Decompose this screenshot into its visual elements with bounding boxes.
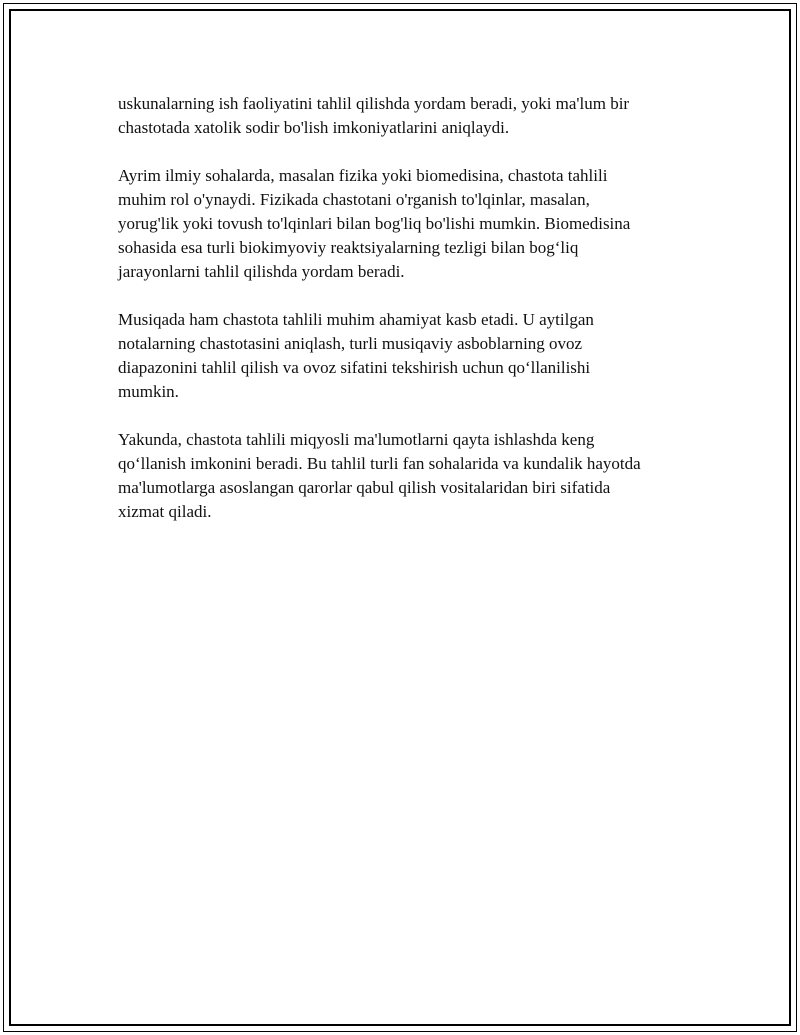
paragraph-line: muhim rol o'ynaydi. Fizikada chastotani o'rganish to'lqinlar, masalan, — [118, 190, 590, 209]
paragraph-line: ma'lumotlarga asoslangan qarorlar qabul qilish vositalaridan biri sifatida — [118, 478, 611, 497]
paragraph-line: mumkin. — [118, 382, 179, 401]
paragraph-4 — [118, 428, 698, 524]
paragraph-line: diapazonini tahlil qilish va ovoz sifatini tekshirish uchun qo‘llanilishi — [118, 358, 591, 377]
paragraph-1 — [118, 92, 698, 140]
paragraph-line: sohasida esa turli biokimyoviy reaktsiyalarning tezligi bilan bog‘liq — [118, 238, 579, 257]
paragraph-line: chastotada xatolik sodir bo'lish imkoniyatlarini aniqlaydi. — [118, 118, 510, 137]
paragraph-line: Yakunda, chastota tahlili miqyosli ma'lumotlarni qayta ishlashda keng — [118, 430, 595, 449]
paragraph-line: yorug'lik yoki tovush to'lqinlari bilan bog'liq bo'lishi mumkin. Biomedisina — [118, 214, 631, 233]
document-body — [118, 92, 698, 548]
paragraph-line: qo‘llanish imkonini beradi. Bu tahlil turli fan sohalarida va kundalik hayotda — [118, 454, 641, 473]
paragraph-line: notalarning chastotasini aniqlash, turli musiqaviy asboblarning ovoz — [118, 334, 583, 353]
paragraph-line: xizmat qiladi. — [118, 502, 212, 521]
paragraph-line: jarayonlarni tahlil qilishda yordam beradi. — [118, 262, 405, 281]
paragraph-line: uskunalarning ish faoliyatini tahlil qilishda yordam beradi, yoki ma'lum bir — [118, 94, 630, 113]
paragraph-line: Musiqada ham chastota tahlili muhim ahamiyat kasb etadi. U aytilgan — [118, 310, 594, 329]
paragraph-2 — [118, 164, 698, 284]
paragraph-3 — [118, 308, 698, 404]
paragraph-line: Ayrim ilmiy sohalarda, masalan fizika yoki biomedisina, chastota tahlili — [118, 166, 608, 185]
